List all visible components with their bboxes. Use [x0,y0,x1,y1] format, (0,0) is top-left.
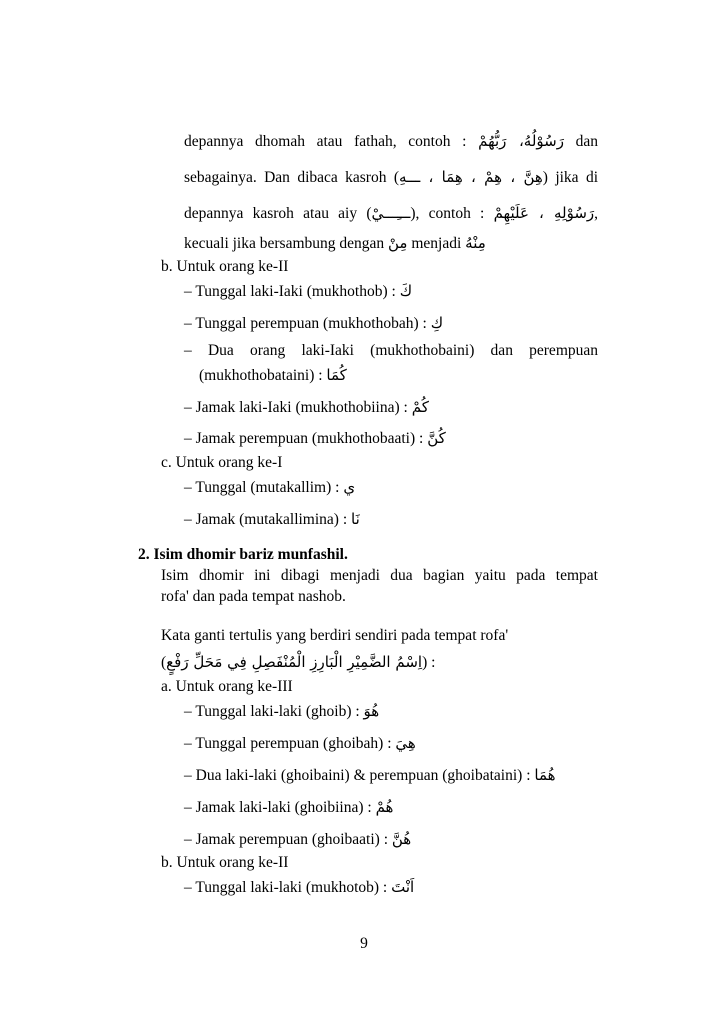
list-item: – Tunggal (mutakallim) : ي [184,478,356,496]
list-item: – Jamak laki-Iaki (mukhothobiina) : كُمْ [184,398,429,416]
list-item: – Jamak laki-laki (ghoibiina) : هُمْ [184,798,394,816]
text-line-4: kecuali jika bersambung dengan مِنْ menjadi مِنْهُ [184,234,486,252]
list-item: – Tunggal perempuan (ghoibah) : هِيَ [184,734,416,752]
list-item: – Jamak perempuan (mukhothobaati) : كُنَّ [184,429,446,447]
paragraph-line: Kata ganti tertulis yang berdiri sendiri pada tempat rofa' [161,627,509,644]
text-line-1: depannya dhomah atau fathah, contoh : رَسُوْلُهُ، رَبُّهُمْ dan [184,132,598,150]
subheading-b-kedua: b. Untuk orang ke-II [161,258,289,275]
list-item: – Dua orang laki-Iaki (mukhothobaini) dan perempuan [184,342,598,359]
list-item: – Tunggal laki-Iaki (mukhothob) : كَ [184,282,413,300]
list-item: – Jamak (mutakallimina) : نَا [184,510,360,528]
text-line-3: depannya kasroh atau aiy (ـــِـــيْ), contoh : رَسُوْلِهِ ، عَلَيْهِمْ, [184,204,599,222]
list-item: – Dua laki-laki (ghoibaini) & perempuan (ghoibataini) : هُمَا [184,766,556,784]
subheading-b-kedua-2: b. Untuk orang ke-II [161,854,289,871]
list-item: – Tunggal laki-laki (ghoib) : هُوَ [184,702,380,720]
paragraph-line: Isim dhomir ini dibagi menjadi dua bagian yaitu pada tempat [161,567,598,584]
list-item: – Tunggal laki-laki (mukhotob) : اَنْتَ [184,878,415,896]
list-item: – Tunggal perempuan (mukhothobah) : كِ [184,314,444,332]
list-item: – Jamak perempuan (ghoibaati) : هُنَّ [184,830,412,848]
arabic-term-line: (اِسْمُ الضَّمِيْرِ الْبَارِزِ الْمُنْفَصِلِ فِي مَحَلِّ رَفْعٍ) : [161,653,436,671]
section-heading: 2. Isim dhomir bariz munfashil. [138,546,348,563]
paragraph-line: rofa' dan pada tempat nashob. [161,588,346,605]
subheading-c-pertama: c. Untuk orang ke-I [161,454,283,471]
subheading-a-ketiga: a. Untuk orang ke-III [161,678,293,695]
text-line-2: sebagainya. Dan dibaca kasroh (هِنَّ ، هِمْ ، هِمَا ، ـــهِ) jika di [184,168,598,186]
page-number: 9 [360,935,368,952]
list-item-continuation: (mukhothobataini) : كُمَا [199,366,347,384]
